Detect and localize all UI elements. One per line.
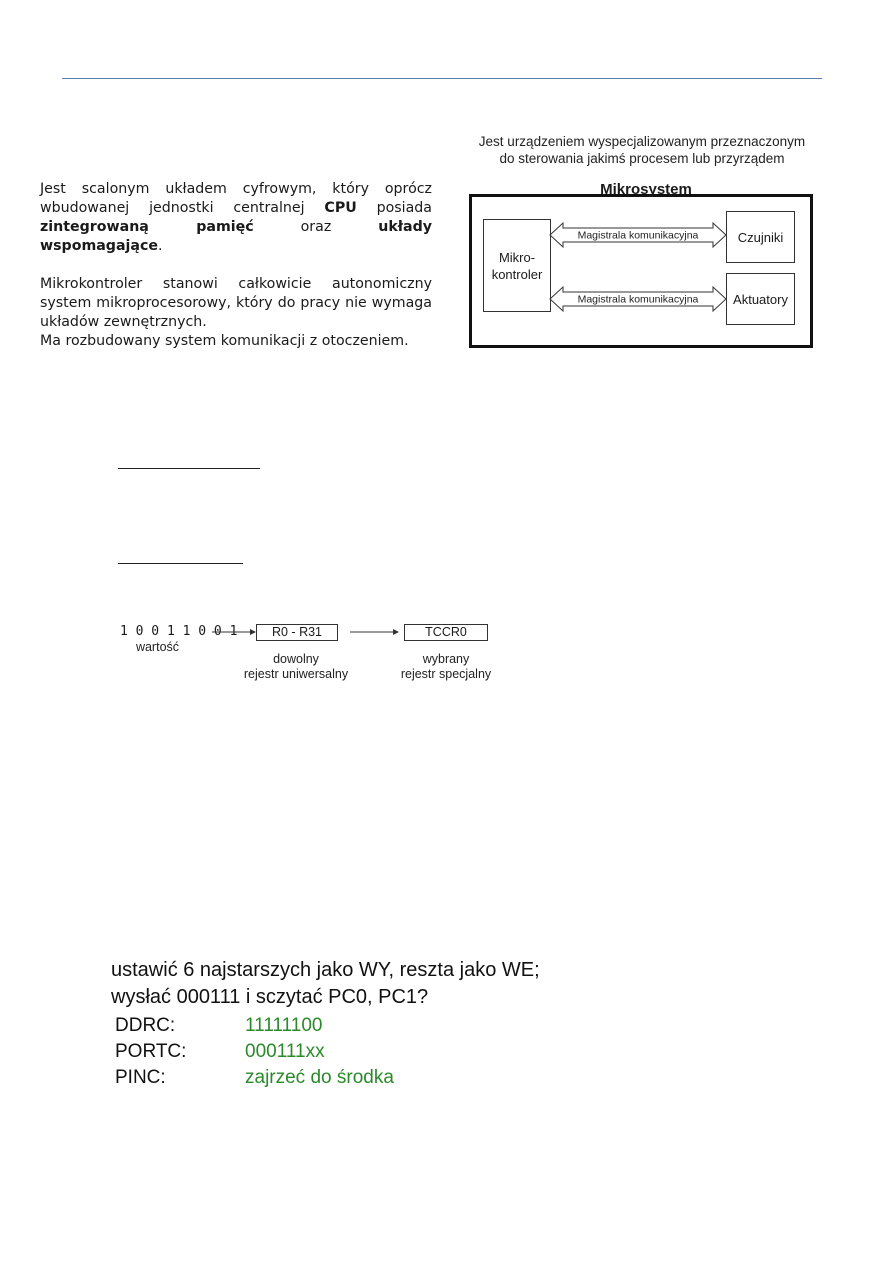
task-line-2: wysłać 000111 i sczytać PC0, PC1? [111,986,429,1008]
row-portc [115,1039,394,1065]
actuators-box [726,273,795,325]
pinc-key: PINC: [115,1067,166,1088]
bus-arrows [548,218,728,316]
ddrc-key: DDRC: [115,1015,176,1036]
reg1-caption-1: dowolny [273,652,319,666]
intro-paragraph-3: Ma rozbudowany system komunikacji z otoczeniem. [40,333,409,349]
register-r0-r31-caption [228,652,364,682]
memory-term: zintegrowaną pamięć [40,219,254,235]
bus-label-bottom: Magistrala komunikacyjna [577,293,699,306]
mcu-label-2: kontroler [491,266,543,282]
caption-line-1: Jest urządzeniem wyspecjalizowanym przeznaczonym [478,134,806,149]
reg2-caption-2: rejestr specjalny [400,667,492,681]
header-rule [62,78,822,79]
portc-value: 000111xx [245,1041,325,1062]
task-text [111,957,540,1011]
row-ddrc [115,1013,394,1039]
register-tccr0: TCCR0 [404,624,488,641]
reg1-caption-2: rejestr uniwersalny [243,667,349,681]
reg2-caption-1: wybrany [422,652,470,666]
pinc-value: zajrzeć do środka [245,1067,394,1088]
intro-text [40,180,432,351]
microcontroller-box [483,219,551,312]
intro-paragraph-2: Mikrokontroler stanowi całkowicie autonomiczny system mikroprocesorowy, który do pracy nie wymaga układów zewnętrznych. [40,276,432,330]
register-tccr0-caption [384,652,508,682]
underline-1 [118,468,260,469]
register-r0-r31: R0 - R31 [256,624,338,641]
caption-line-2: do sterowania jakimś procesem lub przyrządem [499,151,785,166]
register-settings [115,1013,394,1091]
bus-label-top: Magistrala komunikacyjna [577,229,699,242]
cpu-term: CPU [324,200,357,216]
bit-value: 1 0 0 1 1 0 0 1 [120,624,238,639]
value-label: wartość [135,640,180,654]
aux-term: układy wspomagające [40,219,432,254]
microsystem-title: Mikrosystem [600,181,692,198]
task-line-1: ustawić 6 najstarszych jako WY, reszta jako WE; [111,959,540,981]
actuators-label: Aktuatory [733,291,788,307]
mcu-label-1: Mikro- [498,249,536,265]
ddrc-value: 11111100 [245,1015,323,1036]
underline-2 [118,563,243,564]
row-pinc [115,1065,394,1091]
portc-key: PORTC: [115,1041,187,1062]
diagram-caption [448,133,836,167]
sensors-box [726,211,795,263]
sensors-label: Czujniki [737,229,784,245]
intro-paragraph-1: Jest scalonym układem cyfrowym, który oprócz wbudowanej jednostki centralnej CPU posiada zintegrowaną pamięć oraz układy wspomagające. [40,181,432,254]
